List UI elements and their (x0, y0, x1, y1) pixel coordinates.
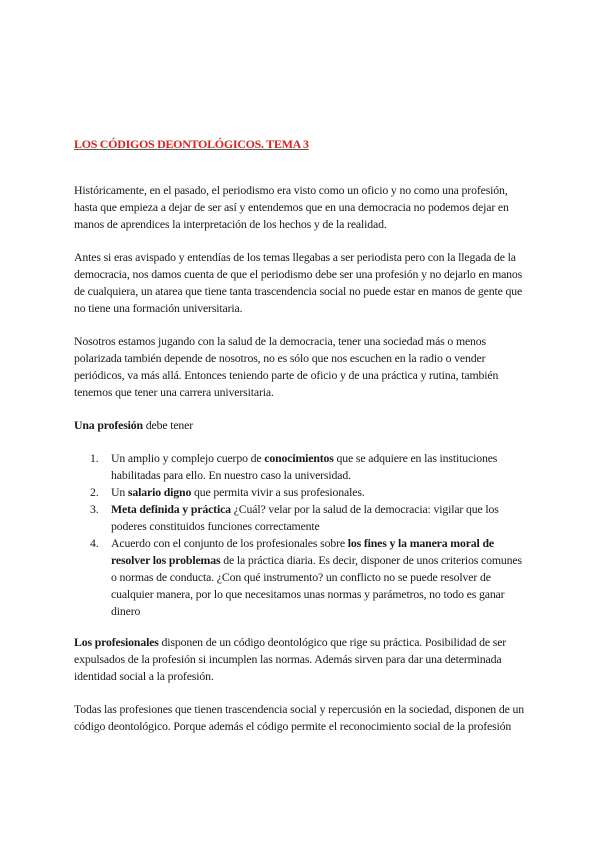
document-title: LOS CÓDIGOS DEONTOLÓGICOS. TEMA 3 (74, 137, 309, 151)
requirements-list (74, 450, 528, 620)
list-item-number: 4. (90, 536, 99, 550)
paragraph-4-text: disponen de un código deontológico que rige su práctica. Posibilidad de ser expulsados de la profesión si incumplen las normas. Además sirven para dar una determinada identidad social a la profesión. (74, 635, 507, 683)
list-lead-bold: Una profesión (74, 418, 143, 432)
list-item-text: de la práctica diaria. Es decir, disponer de unos criterios comunes o normas de conducta. ¿Con qué instrumento? un conflicto no se puede resolver de cualquier manera, por lo que necesitamos unas normas y parámetros, no todo es ganar dinero (111, 553, 522, 618)
paragraph-4-bold: Los profesionales (74, 635, 159, 649)
list-item-number: 1. (90, 451, 99, 465)
document-body (74, 136, 528, 735)
list-item (74, 501, 528, 535)
list-item-bold: Meta definida y práctica (111, 502, 231, 516)
paragraph-5: Todas las profesiones que tienen trascendencia social y repercusión en la sociedad, disponen de un código deontológico. Porque además el código permite el reconocimiento social de la profesión (74, 702, 524, 733)
list-lead (74, 417, 528, 434)
paragraph-2: Antes si eras avispado y entendías de los temas llegabas a ser periodista pero con la llegada de la democracia, nos damos cuenta de que el periodismo debe ser una profesión y no dejarlo en manos de cualquiera, un atarea que tiene tanta trascendencia social no puede estar en manos de gente que no tiene una formación universitaria. (74, 250, 523, 315)
paragraph-1: Históricamente, en el pasado, el periodismo era visto como un oficio y no como una profesión, hasta que empieza a dejar de ser así y entendemos que en una democracia no podemos dejar en manos de aprendices la interpretación de los hechos y de la realidad. (74, 183, 509, 231)
paragraph-3: Nosotros estamos jugando con la salud de la democracia, tener una sociedad más o menos polarizada también depende de nosotros, no es sólo que nos escuchen en la radio o vender periódicos, va más allá. Entonces teniendo parte de oficio y de una práctica y rutina, también tenemos que tener una carrera universitaria. (74, 334, 499, 399)
list-lead-rest: debe tener (142, 418, 194, 432)
list-item-bold: los fines y la manera moral de resolver los problemas (111, 536, 494, 567)
list-item-number: 2. (90, 485, 99, 499)
paragraph-4 (74, 634, 528, 685)
list-item-bold: conocimientos (264, 451, 334, 465)
list-item (74, 535, 528, 620)
list-item-number: 3. (90, 502, 99, 516)
list-item-bold: salario digno (127, 485, 192, 499)
list-item-text: Un (111, 485, 128, 499)
list-item-text: Un amplio y complejo cuerpo de (111, 451, 265, 465)
list-item (74, 484, 528, 501)
list-item-text: Acuerdo con el conjunto de los profesionales sobre (111, 536, 348, 550)
list-item-text: ¿Cuál? velar por la salud de la democracia: vigilar que los poderes constituidos funciones correctamente (111, 502, 499, 533)
list-item-text: que se adquiere en las instituciones habilitadas para ello. En nuestro caso la universidad. (111, 451, 498, 482)
list-item-text: que permita vivir a sus profesionales. (191, 485, 365, 499)
list-item (74, 450, 528, 484)
